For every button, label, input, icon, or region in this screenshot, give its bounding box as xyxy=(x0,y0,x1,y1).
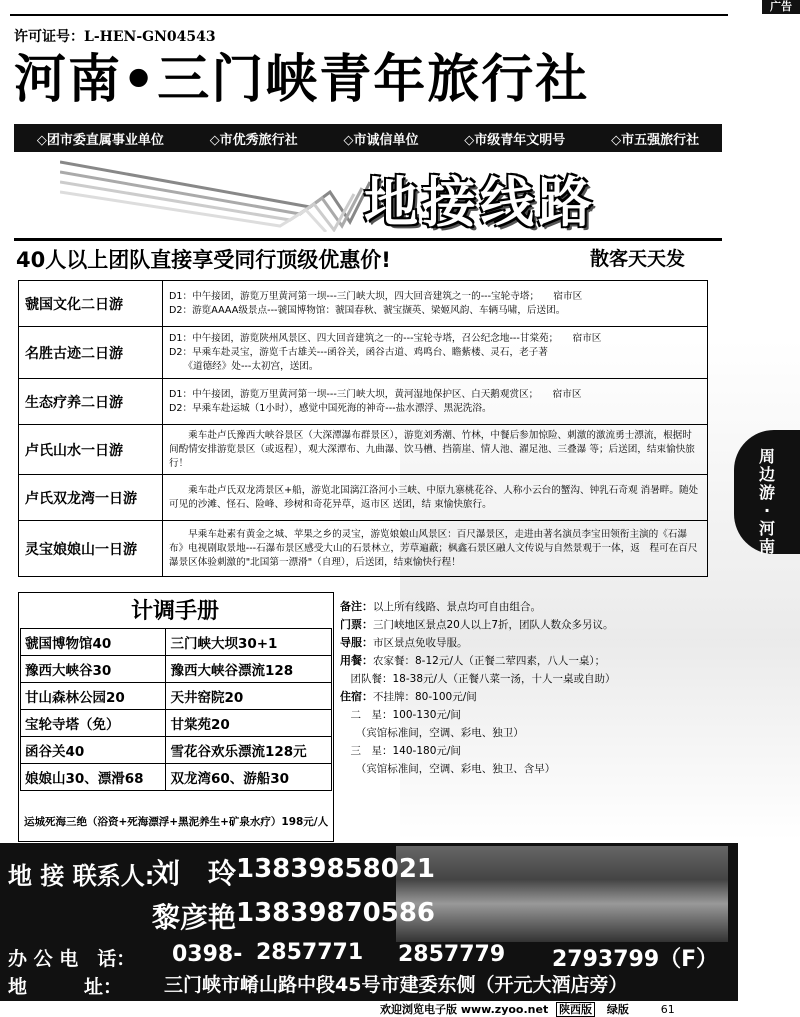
note-row: （宾馆标准间，空调、彩电、独卫） xyxy=(340,727,524,739)
office-tel-2: 2857779 xyxy=(398,942,506,967)
contact-phone-1: 13839858021 xyxy=(236,854,435,884)
route-row xyxy=(19,521,708,577)
price-title: 计调手册 xyxy=(130,598,219,624)
license-number: 许可证号：L-HEN-GN04543 xyxy=(14,29,216,45)
price-row xyxy=(21,683,332,710)
route-name: 名胜古迹二日游 xyxy=(19,327,163,379)
price-cell: 甘山森林公园20 xyxy=(21,683,166,710)
office-label: 办 公 电 话： xyxy=(8,948,136,970)
price-table xyxy=(20,628,332,791)
route-name: 生态疗养二日游 xyxy=(19,379,163,425)
footer xyxy=(380,1001,675,1017)
route-desc: D1：中午接团，游览陕州风景区、四大回音建筑之一的---宝轮寺塔，召公纪念地---甘棠苑； 宿市区 D2：早乘车赴灵宝，游览千古雄关---函谷关，函谷古道、鸡鸣台、瞻紫楼、灵石，老子著 《道德经》处---太初宫，送团。 xyxy=(163,327,708,379)
price-note: 运城死海三绝（浴资+死海漂浮+黑泥养生+矿泉水疗）198元/人 xyxy=(24,816,329,828)
address: 三门峡市崤山路中段45号市建委东侧（开元大酒店旁） xyxy=(164,974,628,996)
route-row xyxy=(19,475,708,521)
route-name: 灵宝娘娘山一日游 xyxy=(19,521,163,577)
honor-item: ◇市优秀旅行社 xyxy=(209,132,298,148)
route-desc: D1：中午接团，游览万里黄河第一坝---三门峡大坝，黄河湿地保护区、白天鹅观赏区； 宿市区 D2：早乘车赴运城（1小时），感觉中国死海的神奇---盐水漂浮、黑泥洗浴。 xyxy=(163,379,708,425)
route-row xyxy=(19,379,708,425)
note-row: 团队餐：18-38元/人（正餐八菜一汤，十人一桌或自助） xyxy=(340,673,616,685)
office-fax: 2793799（F） xyxy=(552,947,719,972)
footer-edition: 陕西版 xyxy=(556,1002,595,1017)
price-cell: 雪花谷欢乐漂流128元 xyxy=(166,737,332,764)
top-rule xyxy=(10,14,728,16)
agency-title: 河南•三门峡青年旅行社 xyxy=(14,50,590,110)
price-cell: 三门峡大坝30+1 xyxy=(166,629,332,656)
contact-phone-2: 13839870586 xyxy=(236,898,435,928)
area-code: 0398- xyxy=(172,942,243,967)
note-row: 用餐：农家餐：8-12元/人（正餐二荤四素，八人一桌）； xyxy=(340,654,606,667)
footer-color: 绿版 xyxy=(606,1003,629,1016)
note-row: 住宿：不挂牌：80-100元/间 xyxy=(340,690,477,703)
honor-bar xyxy=(14,124,722,152)
footer-text: 欢迎浏览电子版 www.zyoo.net xyxy=(380,1003,549,1016)
price-cell: 虢国博物馆40 xyxy=(21,629,166,656)
promo-text: 40人以上团队直接享受同行顶级优惠价! xyxy=(16,248,391,272)
contact-person-2: 黎彦艳 xyxy=(152,901,237,934)
notes-block xyxy=(340,598,730,778)
daily-departure: 散客天天发 xyxy=(590,248,686,270)
address-label: 地 址： xyxy=(8,976,123,998)
price-row xyxy=(21,656,332,683)
price-cell: 娘娘山30、漂滑68 xyxy=(21,764,166,791)
page-number: 61 xyxy=(660,1003,675,1016)
price-cell: 天井窑院20 xyxy=(166,683,332,710)
route-row xyxy=(19,425,708,475)
price-row xyxy=(21,710,332,737)
honor-item: ◇市五强旅行社 xyxy=(611,132,700,148)
honor-item: ◇市诚信单位 xyxy=(343,132,419,148)
office-tel-1: 2857771 xyxy=(256,940,364,965)
side-tab xyxy=(734,430,800,554)
note-row: 三 星：140-180元/间 xyxy=(340,745,461,757)
note-row: 门票：三门峡地区景点20人以上7折，团队人数众多另议。 xyxy=(340,618,614,631)
route-desc: D1：中午接团，游览万里黄河第一坝---三门峡大坝，四大回音建筑之一的---宝轮寺塔； 宿市区 D2：游览AAAA级景点---虢国博物馆：虢国春秋、虢宝撷英、梁姬风韵、车辆马啸，后送团。 xyxy=(163,281,708,327)
route-name: 卢氏山水一日游 xyxy=(19,425,163,475)
route-row xyxy=(19,281,708,327)
route-desc: 早乘车赴素有黄金之城、苹果之乡的灵宝，游览娘娘山风景区：百尺瀑景区，走进由著名演员李宝田领衔主演的《石瀑布》电视剧取景地---石瀑布景区感受大山的石景林立，芳草遍蔽；枫鑫石景区融人文传说与自然景观于一体，返 程可在百尺瀑景区体验刺激的"北国第一漂滑"（自理），后送团，结束愉快行程！ xyxy=(163,521,708,577)
price-row xyxy=(21,629,332,656)
route-title: 地接线路 xyxy=(364,171,596,234)
price-row xyxy=(21,737,332,764)
honor-item: ◇团市委直属事业单位 xyxy=(36,132,164,148)
contact-label: 地 接 联系人: xyxy=(8,862,155,890)
routes-table xyxy=(18,280,708,577)
price-cell: 豫西大峡谷漂流128 xyxy=(166,656,332,683)
note-row: 二 星：100-130元/间 xyxy=(340,709,461,721)
side-tab-text: 周 边 游 · 河 南 xyxy=(758,447,775,556)
note-row: （宾馆标准间，空调、彩电、独卫、含早） xyxy=(340,763,556,775)
price-cell: 豫西大峡谷30 xyxy=(21,656,166,683)
decorative-streaks xyxy=(60,152,370,232)
note-row: 备注：以上所有线路、景点均可自由组合。 xyxy=(340,600,541,613)
route-desc: 乘车赴卢氏豫西大峡谷景区（大深潭瀑布群景区），游览刘秀潮、竹林，中餐后参加惊险、刺激的激流勇士漂流，根据时间酌情安排游览景区（或返程），观大深潭布、九曲瀑、饮马槽、挡箭崖、情人池、濯足池、三叠瀑 等；后送团，结束愉快旅行！ xyxy=(163,425,708,475)
ad-tag: 广告 xyxy=(762,0,800,14)
price-row xyxy=(21,764,332,791)
note-row: 导服：市区景点免收导服。 xyxy=(340,636,468,649)
route-row xyxy=(19,327,708,379)
price-cell: 甘棠苑20 xyxy=(166,710,332,737)
price-cell: 双龙湾60、游船30 xyxy=(166,764,332,791)
price-cell: 函谷关40 xyxy=(21,737,166,764)
contact-person-1: 刘 玲 xyxy=(152,857,237,890)
route-name: 卢氏双龙湾一日游 xyxy=(19,475,163,521)
route-name: 虢国文化二日游 xyxy=(19,281,163,327)
route-desc: 乘车赴卢氏双龙湾景区+船，游览北国漓江洛河小三峡、中原九寨桃花谷、人称小云台的蟹沟、钟乳石奇观 消暑畔。随处可见的沙滩、怪石、险峰、珍树和奇花异草，返市区 送团，结 束愉快旅行。 xyxy=(163,475,708,521)
lake-photo xyxy=(396,846,728,942)
price-cell: 宝轮寺塔（免） xyxy=(21,710,166,737)
honor-item: ◇市级青年文明号 xyxy=(464,132,566,148)
